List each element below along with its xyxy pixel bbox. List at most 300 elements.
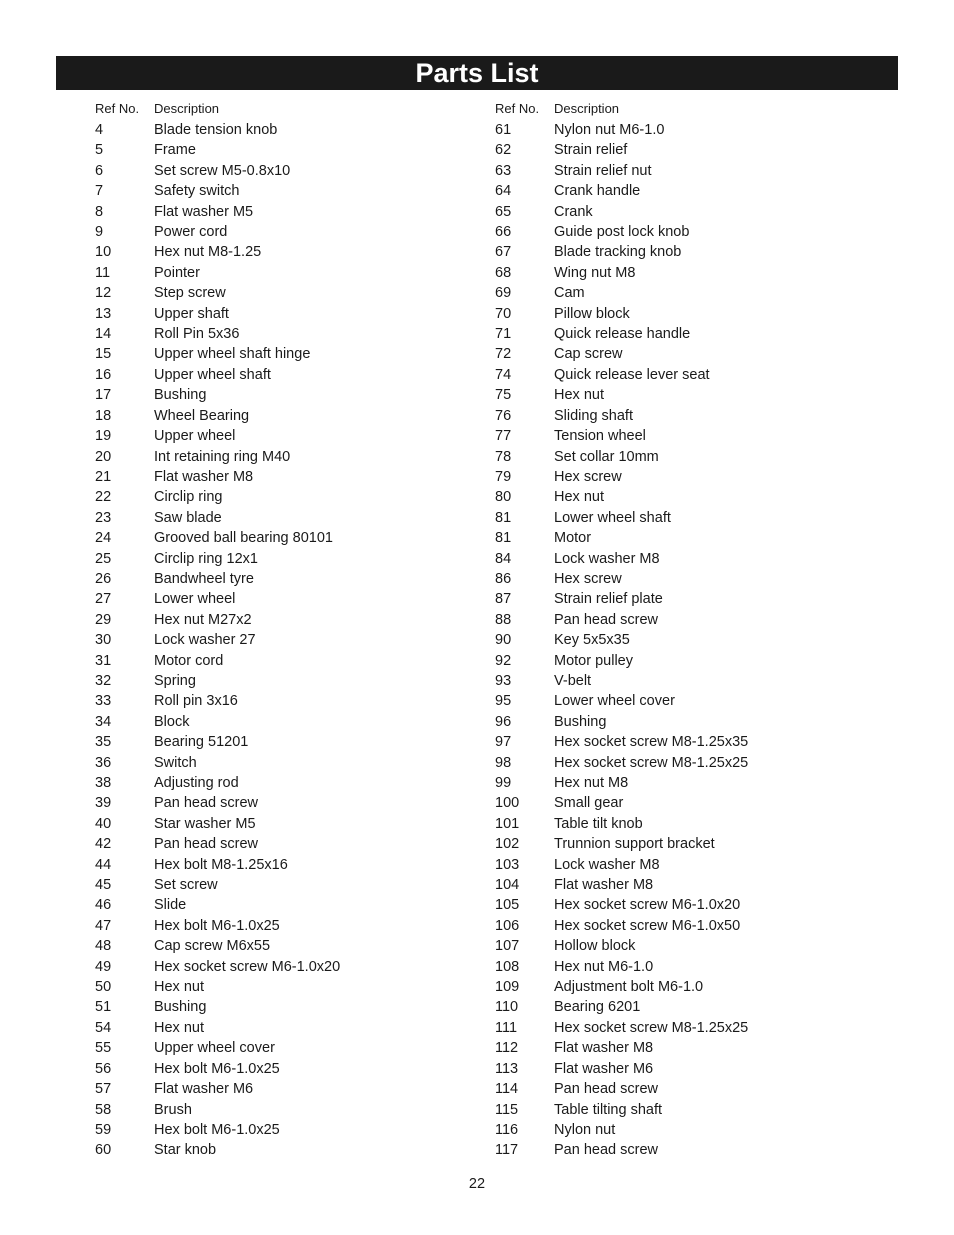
ref-number: 17 (95, 387, 112, 404)
table-row (495, 242, 895, 262)
ref-number: 111 (495, 1019, 518, 1036)
ref-number: 42 (95, 836, 112, 853)
ref-number: 65 (495, 203, 512, 220)
ref-number: 7 (95, 183, 104, 200)
part-description: Pan head screw (154, 836, 258, 853)
ref-number: 57 (95, 1081, 112, 1098)
table-row (95, 120, 495, 140)
table-row (95, 549, 495, 569)
table-row (495, 712, 895, 732)
table-row (95, 651, 495, 671)
ref-number: 92 (495, 652, 512, 669)
table-row (95, 242, 495, 262)
ref-number: 24 (95, 530, 112, 547)
table-row (495, 1120, 895, 1140)
ref-number: 75 (495, 387, 512, 404)
part-description: Grooved ball bearing 80101 (154, 530, 333, 547)
part-description: Hex bolt M6-1.0x25 (154, 917, 280, 934)
ref-number: 23 (95, 509, 112, 526)
table-row (495, 222, 895, 242)
ref-number: 54 (95, 1019, 112, 1036)
part-description: Slide (154, 897, 187, 914)
table-row (495, 263, 895, 283)
table-row (95, 773, 495, 793)
table-row (495, 834, 895, 854)
table-row (95, 855, 495, 875)
table-row (495, 630, 895, 650)
ref-number: 33 (95, 693, 112, 710)
part-description: Hex nut M8 (554, 775, 629, 791)
part-description: Cam (554, 285, 585, 302)
ref-number: 64 (495, 183, 512, 200)
part-description: Upper wheel shaft hinge (154, 346, 311, 363)
table-row (95, 630, 495, 650)
table-row (95, 324, 495, 344)
table-row (495, 1100, 895, 1120)
ref-number: 10 (95, 244, 112, 261)
part-description: Cap screw M6x55 (154, 938, 271, 955)
ref-number: 97 (495, 734, 512, 751)
table-row (495, 447, 895, 467)
ref-number: 87 (495, 591, 512, 608)
table-row (95, 161, 495, 181)
table-row (95, 283, 495, 303)
table-row (95, 181, 495, 201)
table-row (95, 1018, 495, 1038)
part-description: Hex socket screw M8-1.25x25 (554, 754, 749, 771)
part-description: Flat washer M6 (154, 1081, 254, 1098)
ref-number: 8 (95, 203, 104, 220)
ref-number: 51 (95, 999, 112, 1016)
table-row (495, 324, 895, 344)
ref-number: 69 (495, 285, 512, 302)
part-description: Quick release lever seat (554, 366, 710, 383)
table-row (95, 304, 495, 324)
ref-number: 49 (95, 958, 112, 975)
ref-no-header: Ref No. (495, 101, 540, 116)
part-description: Bearing 51201 (154, 734, 249, 751)
table-row (95, 426, 495, 446)
ref-number: 40 (95, 815, 112, 832)
part-description: Adjustment bolt M6-1.0 (554, 979, 704, 996)
ref-number: 45 (95, 877, 112, 894)
ref-number: 30 (95, 632, 112, 649)
table-row (495, 651, 895, 671)
table-row (495, 1018, 895, 1038)
table-row (495, 875, 895, 895)
table-row (495, 936, 895, 956)
table-row (95, 834, 495, 854)
ref-number: 26 (95, 570, 112, 587)
part-description: Pointer (154, 264, 200, 281)
ref-number: 44 (95, 856, 112, 873)
table-row (95, 569, 495, 589)
part-description: Hex nut M6-1.0 (554, 958, 654, 975)
table-row (95, 385, 495, 405)
table-header-left (95, 100, 495, 118)
part-description: Set screw M5-0.8x10 (154, 162, 291, 179)
part-description: Lock washer M8 (554, 856, 660, 873)
ref-number: 50 (95, 979, 112, 996)
part-description: Star washer M5 (154, 815, 256, 832)
ref-number: 38 (95, 775, 112, 791)
part-description: Hex bolt M8-1.25x16 (154, 856, 288, 873)
ref-number: 5 (95, 142, 104, 159)
part-description: Pan head screw (554, 611, 658, 628)
part-description: Hex bolt M6-1.0x25 (154, 1060, 280, 1077)
ref-number: 6 (95, 162, 104, 179)
table-row (495, 1059, 895, 1079)
part-description: Roll pin 3x16 (154, 693, 238, 710)
table-row (95, 977, 495, 997)
part-description: Hex socket screw M8-1.25x25 (554, 1019, 749, 1036)
ref-number: 96 (495, 713, 512, 730)
part-description: Motor (554, 530, 592, 547)
part-description: Bushing (154, 999, 207, 1016)
ref-number: 32 (95, 672, 112, 689)
parts-rows-right (495, 120, 895, 1161)
table-row (95, 263, 495, 283)
table-row (495, 120, 895, 140)
part-description: Lower wheel cover (554, 693, 675, 710)
parts-table-right (495, 100, 895, 1161)
ref-no-header: Ref No. (95, 101, 140, 116)
part-description: Circlip ring 12x1 (154, 550, 258, 567)
ref-number: 112 (495, 1040, 519, 1057)
table-row (495, 344, 895, 364)
part-description: Hex socket screw M6-1.0x50 (554, 917, 741, 934)
table-row (495, 1140, 895, 1160)
part-description: Circlip ring (154, 489, 223, 506)
ref-number: 18 (95, 407, 112, 424)
ref-number: 74 (495, 366, 512, 383)
ref-number: 81 (495, 509, 512, 526)
part-description: Blade tracking knob (554, 244, 682, 261)
ref-number: 58 (95, 1101, 112, 1118)
part-description: Cap screw (554, 346, 623, 363)
table-row (95, 997, 495, 1017)
ref-number: 105 (495, 897, 520, 914)
part-description: Strain relief (554, 142, 628, 159)
table-row (95, 589, 495, 609)
part-description: Hex screw (554, 468, 622, 485)
part-description: Switch (154, 754, 197, 771)
part-description: Safety switch (154, 183, 240, 200)
part-description: Table tilt knob (554, 815, 643, 832)
table-row (95, 936, 495, 956)
ref-number: 25 (95, 550, 112, 567)
part-description: Hex nut (554, 489, 604, 506)
part-description: Pan head screw (154, 795, 258, 812)
ref-number: 39 (95, 795, 112, 812)
ref-number: 36 (95, 754, 112, 771)
ref-number: 77 (495, 428, 512, 445)
table-row (495, 732, 895, 752)
part-description: Adjusting rod (154, 775, 239, 791)
part-description: Strain relief plate (554, 591, 663, 608)
table-row (95, 365, 495, 385)
table-row (95, 732, 495, 752)
ref-number: 16 (95, 366, 112, 383)
part-description: Saw blade (154, 509, 222, 526)
ref-number: 102 (495, 836, 520, 853)
table-row (495, 202, 895, 222)
part-description: Motor pulley (554, 652, 633, 669)
ref-number: 29 (95, 611, 112, 628)
parts-rows-left (95, 120, 495, 1161)
table-row (495, 671, 895, 691)
ref-number: 11 (95, 264, 111, 281)
ref-number: 34 (95, 713, 112, 730)
part-description: Hex nut (154, 979, 204, 996)
ref-number: 114 (495, 1081, 519, 1098)
part-description: Upper shaft (154, 305, 229, 322)
ref-number: 80 (495, 489, 512, 506)
ref-number: 66 (495, 224, 512, 241)
table-row (495, 855, 895, 875)
title-bar (56, 56, 898, 90)
table-row (495, 304, 895, 324)
part-description: Lock washer M8 (554, 550, 660, 567)
ref-number: 117 (495, 1142, 519, 1159)
ref-number: 56 (95, 1060, 112, 1077)
table-row (495, 1079, 895, 1099)
table-row (495, 793, 895, 813)
part-description: Hex socket screw M6-1.0x20 (554, 897, 741, 914)
part-description: Set collar 10mm (554, 448, 659, 465)
ref-number: 62 (495, 142, 512, 159)
part-description: Crank (554, 203, 593, 220)
table-row (95, 671, 495, 691)
table-row (95, 1100, 495, 1120)
table-row (95, 1059, 495, 1079)
part-description: Table tilting shaft (554, 1101, 663, 1118)
ref-number: 19 (95, 428, 112, 445)
ref-number: 72 (495, 346, 512, 363)
table-row (495, 487, 895, 507)
ref-number: 104 (495, 877, 520, 894)
table-row (95, 712, 495, 732)
table-row (495, 589, 895, 609)
part-description: Hex socket screw M8-1.25x35 (554, 734, 749, 751)
ref-number: 78 (495, 448, 512, 465)
ref-number: 13 (95, 305, 112, 322)
part-description: Upper wheel shaft (154, 366, 271, 383)
ref-number: 99 (495, 775, 512, 791)
table-row (495, 385, 895, 405)
part-description: Lower wheel (154, 591, 236, 608)
ref-number: 90 (495, 632, 512, 649)
table-row (495, 814, 895, 834)
ref-number: 35 (95, 734, 112, 751)
table-row (495, 773, 895, 793)
table-row (495, 426, 895, 446)
part-description: Nylon nut (554, 1121, 616, 1138)
part-description: Upper wheel cover (154, 1040, 275, 1057)
ref-number: 108 (495, 958, 520, 975)
ref-number: 103 (495, 856, 520, 873)
table-row (95, 1120, 495, 1140)
ref-number: 68 (495, 264, 512, 281)
part-description: Pan head screw (554, 1081, 658, 1098)
part-description: Power cord (154, 224, 228, 241)
part-description: Hex socket screw M6-1.0x20 (154, 958, 341, 975)
table-row (95, 610, 495, 630)
description-header: Description (154, 101, 220, 116)
part-description: Blade tension knob (154, 122, 278, 138)
part-description: Wing nut M8 (554, 264, 636, 281)
part-description: Hex nut (554, 387, 604, 404)
part-description: Brush (154, 1101, 192, 1118)
part-description: Int retaining ring M40 (154, 448, 291, 465)
ref-number: 110 (495, 999, 519, 1016)
table-row (495, 508, 895, 528)
table-row (95, 487, 495, 507)
part-description: Spring (154, 672, 196, 689)
table-row (495, 895, 895, 915)
ref-number: 93 (495, 672, 512, 689)
ref-number: 101 (495, 815, 520, 832)
table-row (95, 957, 495, 977)
ref-number: 116 (495, 1121, 519, 1138)
table-row (95, 691, 495, 711)
table-row (495, 549, 895, 569)
table-row (495, 161, 895, 181)
table-row (495, 1038, 895, 1058)
table-row (495, 467, 895, 487)
ref-number: 106 (495, 917, 520, 934)
ref-number: 109 (495, 979, 520, 996)
ref-number: 67 (495, 244, 512, 261)
table-row (95, 344, 495, 364)
part-description: Bearing 6201 (554, 999, 641, 1016)
part-description: Flat washer M8 (554, 1040, 654, 1057)
table-row (495, 957, 895, 977)
part-description: V-belt (554, 672, 592, 689)
table-row (95, 447, 495, 467)
ref-number: 47 (95, 917, 112, 934)
description-header: Description (554, 101, 620, 116)
ref-number: 88 (495, 611, 512, 628)
part-description: Hex nut (154, 1019, 204, 1036)
part-description: Sliding shaft (554, 407, 633, 424)
part-description: Block (154, 713, 190, 730)
parts-table-left (95, 100, 495, 1161)
ref-number: 14 (95, 326, 112, 343)
part-description: Star knob (154, 1142, 217, 1159)
part-description: Hex screw (554, 570, 622, 587)
part-description: Quick release handle (554, 326, 691, 343)
ref-number: 115 (495, 1101, 519, 1118)
ref-number: 12 (95, 285, 112, 302)
table-row (95, 528, 495, 548)
table-row (495, 753, 895, 773)
ref-number: 113 (495, 1060, 519, 1077)
part-description: Hollow block (554, 938, 636, 955)
table-row (95, 508, 495, 528)
ref-number: 100 (495, 795, 520, 812)
part-description: Bushing (154, 387, 207, 404)
ref-number: 22 (95, 489, 112, 506)
part-description: Lower wheel shaft (554, 509, 671, 526)
ref-number: 4 (95, 122, 104, 138)
part-description: Crank handle (554, 183, 641, 200)
table-row (95, 814, 495, 834)
part-description: Strain relief nut (554, 162, 652, 179)
ref-number: 70 (495, 305, 512, 322)
part-description: Hex nut M8-1.25 (154, 244, 262, 261)
table-row (95, 202, 495, 222)
table-header-right (495, 100, 895, 118)
table-row (495, 997, 895, 1017)
table-row (95, 406, 495, 426)
ref-number: 107 (495, 938, 520, 955)
page-title: Parts List (415, 58, 539, 88)
ref-number: 63 (495, 162, 512, 179)
ref-number: 48 (95, 938, 112, 955)
table-row (495, 406, 895, 426)
part-description: Flat washer M8 (554, 877, 654, 894)
ref-number: 61 (495, 122, 512, 138)
part-description: Set screw (154, 877, 218, 894)
part-description: Pillow block (554, 305, 630, 322)
table-row (495, 916, 895, 936)
table-row (95, 916, 495, 936)
ref-number: 9 (95, 224, 104, 241)
ref-number: 31 (95, 652, 112, 669)
ref-number: 21 (95, 468, 112, 485)
ref-number: 76 (495, 407, 512, 424)
ref-number: 98 (495, 754, 512, 771)
table-row (495, 365, 895, 385)
table-row (495, 610, 895, 630)
table-row (95, 793, 495, 813)
ref-number: 86 (495, 570, 512, 587)
table-row (495, 528, 895, 548)
table-row (495, 140, 895, 160)
ref-number: 46 (95, 897, 112, 914)
table-row (95, 753, 495, 773)
part-description: Bushing (554, 713, 607, 730)
part-description: Guide post lock knob (554, 224, 690, 241)
table-row (495, 283, 895, 303)
ref-number: 55 (95, 1040, 112, 1057)
part-description: Small gear (554, 795, 624, 812)
part-description: Wheel Bearing (154, 407, 250, 424)
part-description: Hex nut M27x2 (154, 611, 252, 628)
table-row (95, 1079, 495, 1099)
ref-number: 71 (495, 326, 512, 343)
part-description: Hex bolt M6-1.0x25 (154, 1121, 280, 1138)
ref-number: 81 (495, 530, 512, 547)
page-number: 22 (468, 1176, 486, 1192)
part-description: Flat washer M5 (154, 203, 254, 220)
ref-number: 79 (495, 468, 512, 485)
part-description: Motor cord (154, 652, 224, 669)
part-description: Flat washer M8 (154, 468, 254, 485)
table-row (95, 875, 495, 895)
ref-number: 95 (495, 693, 512, 710)
table-row (95, 222, 495, 242)
ref-number: 27 (95, 591, 112, 608)
table-row (95, 1038, 495, 1058)
part-description: Trunnion support bracket (554, 836, 715, 853)
table-row (95, 895, 495, 915)
ref-number: 60 (95, 1142, 112, 1159)
table-row (495, 181, 895, 201)
ref-number: 20 (95, 448, 112, 465)
part-description: Pan head screw (554, 1142, 658, 1159)
